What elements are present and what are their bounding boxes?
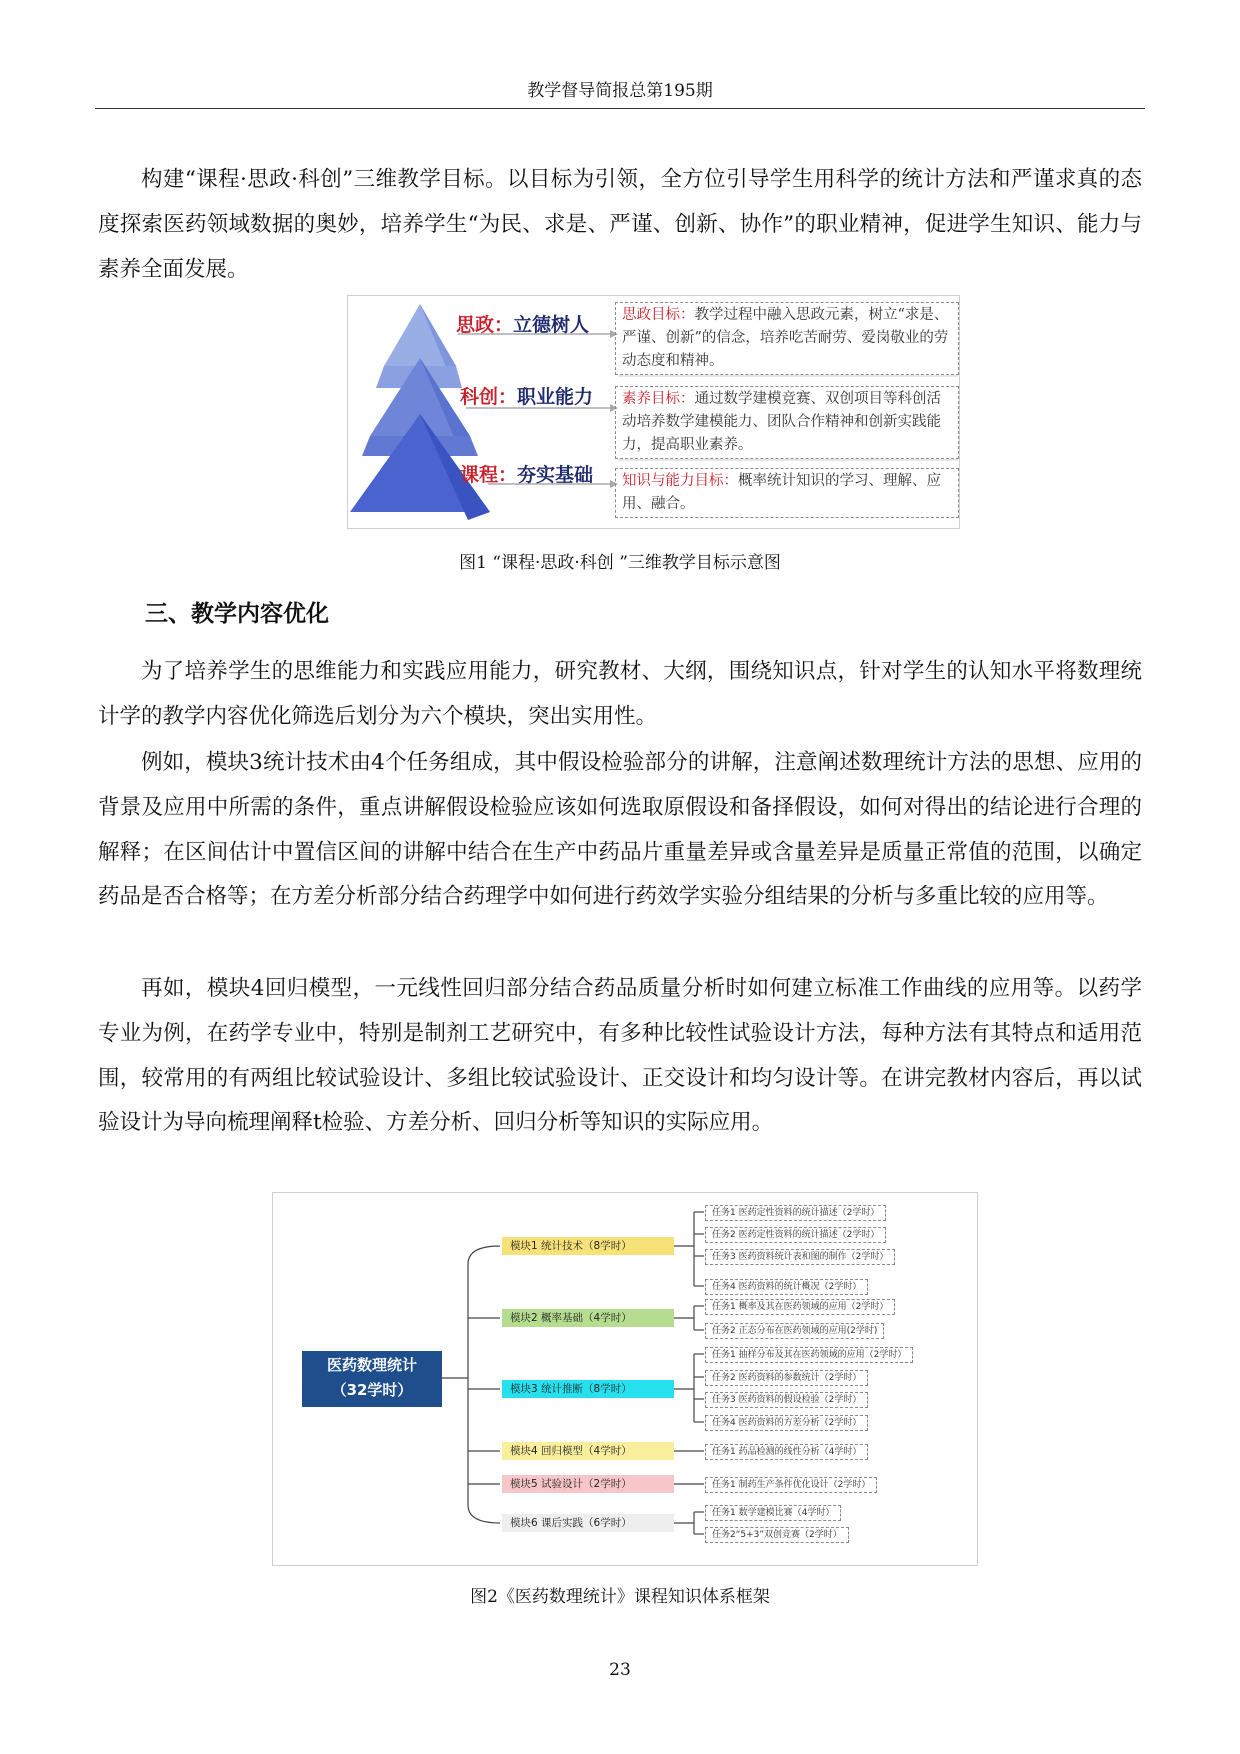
paragraph-example-module4: 再如，模块4回归模型，一元线性回归部分结合药品质量分析时如何建立标准工作曲线的应用等。以药学专业为例，在药学专业中，特别是制剂工艺研究中，有多种比较性试验设计方法，每种方法有其特点和适用范围，较常用的有两组比较试验设计、多组比较试验设计、正交设计和均匀设计等。在讲完教材内容后，再以试验设计为导向梳理阐释t检验、方差分析、回归分析等知识的实际应用。 [98, 976, 1142, 1136]
section-3-title: 三、教学内容优化 [145, 601, 329, 627]
task-item: 任务1 药品检测的线性分析（4学时） [705, 1444, 868, 1460]
module-2: 模块2 概率基础（4学时） [502, 1309, 674, 1327]
mindmap-root: 医药数理统计 （32学时） [302, 1351, 442, 1407]
task-item: 任务3 医药资料的假设检验（2学时） [705, 1392, 868, 1408]
task-item: 任务1 数学建模比赛（4学时） [705, 1505, 841, 1521]
figure-2-caption: 图2《医药数理统计》课程知识体系框架 [470, 1587, 770, 1607]
goal-box-sizheng: 思政目标：教学过程中融入思政元素，树立“求是、严谨、创新”的信念，培养吃苦耐劳、爱岗敬业的劳动态度和精神。 [615, 302, 959, 375]
module-6: 模块6 课后实践（6学时） [502, 1514, 674, 1532]
task-item: 任务2 医药定性资料的统计描述（2学时） [705, 1227, 886, 1243]
paragraph-goals: 构建“课程·思政·科创”三维教学目标。以目标为引领，全方位引导学生用科学的统计方法和严谨求真的态度探索医药领域数据的奥妙，培养学生“为民、求是、严谨、创新、协作”的职业精神，促进学生知识、能力与素养全面发展。 [98, 167, 1142, 282]
task-item: 任务2 正态分布在医药领域的应用(2学时) [705, 1323, 884, 1339]
task-item: 任务2“5+3”双创竞赛（2学时） [705, 1527, 849, 1543]
goal-box-suyang: 素养目标：通过数学建模竞赛、双创项目等科创活动培养数学建模能力、团队合作精神和创新实践能力，提高职业素养。 [615, 386, 959, 459]
module-3: 模块3 统计推断（8学时） [502, 1380, 674, 1398]
level-label-sizheng: 思政：立德树人 [456, 314, 590, 336]
page-header: 教学督导简报总第195期 [95, 74, 1145, 109]
task-item: 任务2 医药资料的参数统计（2学时） [705, 1370, 868, 1386]
task-item: 任务4 医药资料的统计概况（2学时） [705, 1279, 868, 1295]
paragraph-content-optimization: 为了培养学生的思维能力和实践应用能力，研究教材、大纲，围绕知识点，针对学生的认知水平将数理统计学的教学内容优化筛选后划分为六个模块，突出实用性。 [98, 659, 1142, 729]
figure-1-caption: 图1 “课程·思政·科创 ”三维教学目标示意图 [459, 553, 781, 573]
page-number: 23 [609, 1660, 631, 1680]
task-item: 任务1 医药定性资料的统计描述（2学时） [705, 1205, 886, 1221]
task-item: 任务1 抽样分布及其在医药领域的应用（2学时） [705, 1347, 913, 1363]
level-label-kecheng: 课程：夯实基础 [460, 464, 594, 486]
goal-box-zhishi: 知识与能力目标：概率统计知识的学习、理解、应用、融合。 [615, 468, 959, 518]
task-item: 任务4 医药资料的方差分析（2学时） [705, 1415, 868, 1431]
paragraph-example-module3: 例如，模块3统计技术由4个任务组成，其中假设检验部分的讲解，注意阐述数理统计方法的思想、应用的背景及应用中所需的条件，重点讲解假设检验应该如何选取原假设和备择假设，如何对得出的结论进行合理的解释；在区间估计中置信区间的讲解中结合在生产中药品片重量差异或含量差异是质量正常值的范围，以确定药品是否合格等；在方差分析部分结合药理学中如何进行药效学实验分组结果的分析与多重比较的应用等。 [98, 750, 1142, 910]
task-item: 任务3 医药资料统计表和图的制作（2学时） [705, 1249, 895, 1265]
module-1: 模块1 统计技术（8学时） [502, 1237, 674, 1255]
module-5: 模块5 试验设计（2学时） [502, 1475, 674, 1493]
task-item: 任务1 制药生产条件优化设计（2学时） [705, 1477, 877, 1493]
module-4: 模块4 回归模型（4学时） [502, 1442, 674, 1460]
level-label-kechuang: 科创：职业能力 [460, 386, 594, 408]
task-item: 任务1 概率及其在医药领域的应用（2学时） [705, 1299, 895, 1315]
